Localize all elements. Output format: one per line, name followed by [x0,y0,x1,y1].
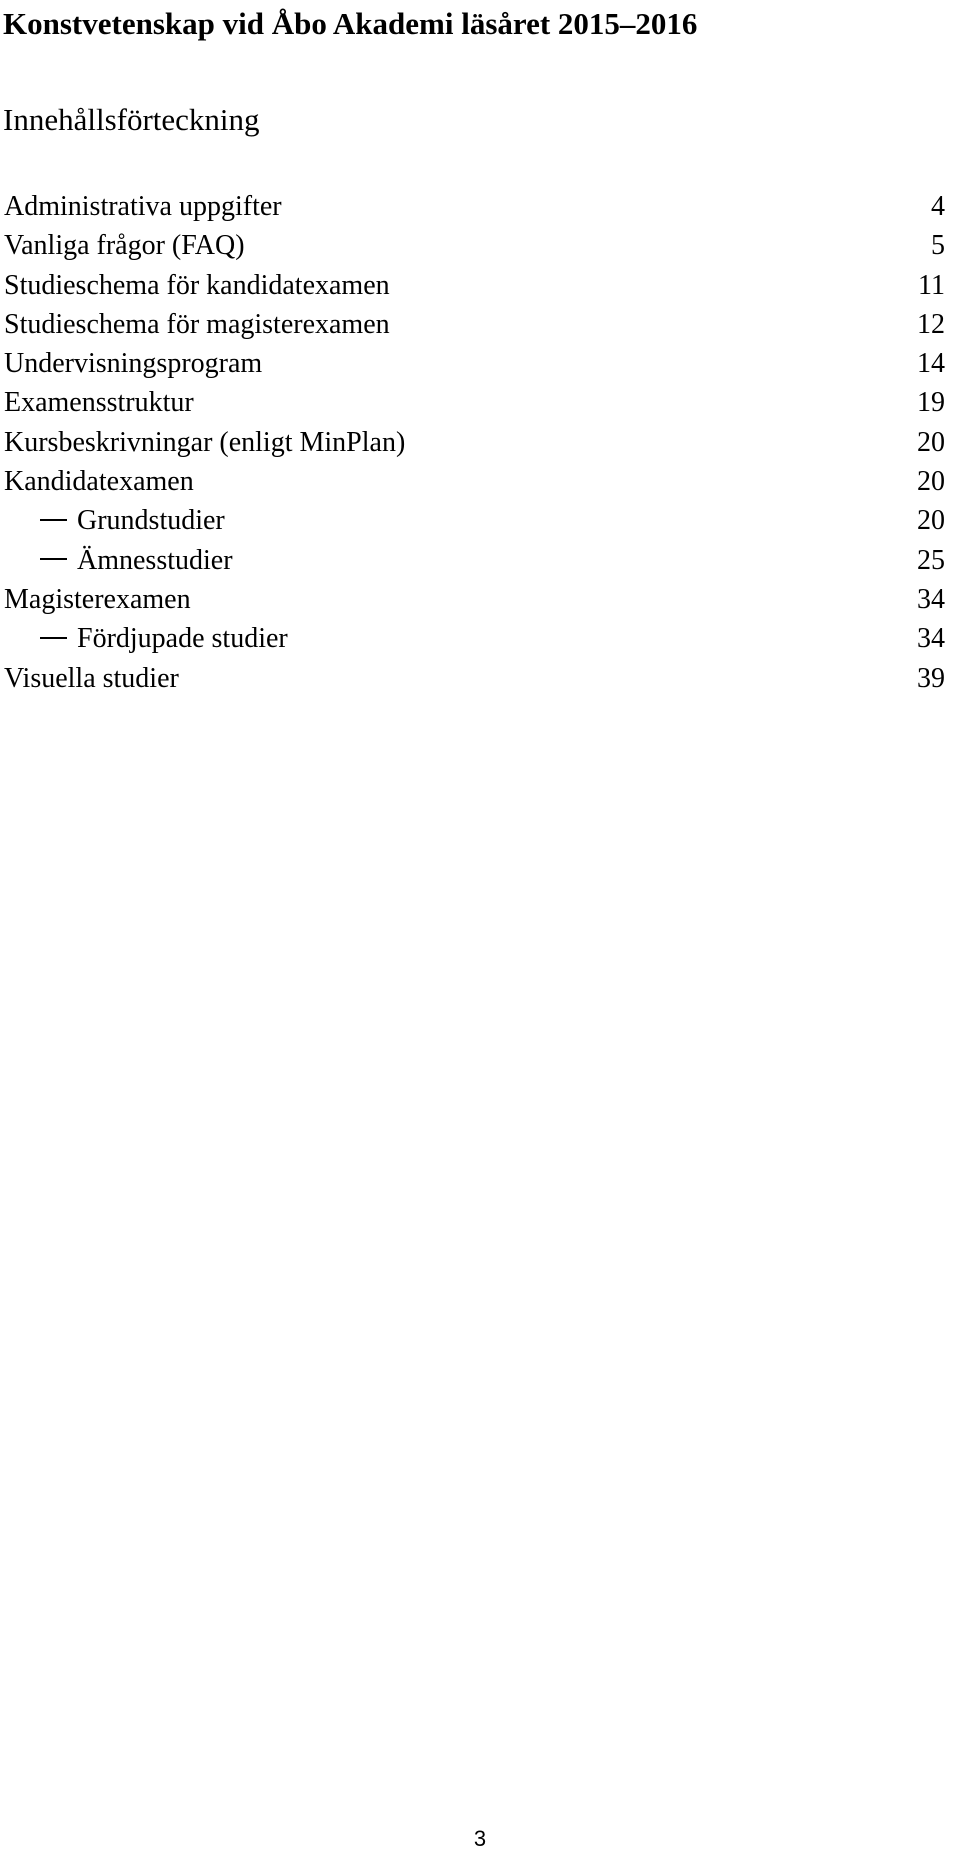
toc-entry-text: Examensstruktur [4,387,194,419]
toc-entry-page: 11 [918,269,945,301]
toc-entry-text: Undervisningsprogram [4,348,263,380]
toc-entry-page: 25 [917,544,945,576]
toc-entry-text: Visuella studier [4,662,179,694]
toc-entry-page: 20 [917,426,945,458]
toc-entry[interactable] [4,580,945,619]
page-number: 3 [473,1826,487,1851]
toc-entry-text: Vanliga frågor (FAQ) [4,230,245,262]
toc-entry-text: Kursbeskrivningar (enligt MinPlan) [4,426,406,458]
toc-entry-page: 4 [931,191,945,222]
dash-bullet [40,637,67,639]
toc-entry-page: 20 [917,505,945,537]
dash-bullet [40,519,67,521]
toc-entry-label [4,659,179,698]
toc-entry-label [4,226,245,265]
toc-entry-label [4,187,282,226]
toc-subentry[interactable] [4,501,945,540]
toc-entry-page: 12 [917,308,945,340]
toc-subentry[interactable] [4,541,945,580]
toc-entry[interactable] [4,266,945,305]
toc-entry-text: Administrativa uppgifter [4,191,282,222]
toc-entry[interactable] [4,659,945,698]
toc-entry-label [4,541,233,580]
toc-entry-text: Studieschema för magisterexamen [4,308,390,340]
toc-entry-label [4,619,288,658]
toc-entry[interactable] [4,423,945,462]
toc-entry[interactable] [4,305,945,344]
toc-entry-text: Studieschema för kandidatexamen [4,269,390,301]
toc-entry[interactable] [4,226,945,265]
toc-heading: Innehållsförteckning [3,102,260,137]
toc-entry-text: Ämnesstudier [77,544,233,576]
dash-bullet [40,558,67,560]
table-of-contents [4,187,945,698]
toc-entry-page: 34 [917,623,945,655]
toc-entry-label [4,383,194,422]
toc-entry-page: 20 [917,466,945,498]
toc-entry-text: Fördjupade studier [77,623,288,655]
toc-entry-text: Kandidatexamen [4,466,194,498]
toc-entry-page: 19 [917,387,945,419]
toc-entry-page: 14 [917,348,945,380]
toc-entry-label [4,462,194,501]
toc-entry[interactable] [4,462,945,501]
toc-entry-page: 5 [931,230,945,262]
toc-entry-text: Grundstudier [77,505,225,537]
toc-entry[interactable] [4,187,945,226]
toc-entry-label [4,266,390,305]
toc-entry-label [4,423,405,462]
page-title: Konstvetenskap vid Åbo Akademi läsåret 2015–2016 [3,6,698,41]
toc-entry[interactable] [4,383,945,422]
toc-entry-label [4,501,225,540]
toc-entry-label [4,305,390,344]
toc-entry-label [4,580,191,619]
toc-entry-page: 34 [917,583,945,615]
toc-entry[interactable] [4,344,945,383]
toc-entry-text: Magisterexamen [4,583,191,615]
toc-entry-label [4,344,262,383]
toc-subentry[interactable] [4,619,945,658]
toc-entry-page: 39 [917,662,945,694]
